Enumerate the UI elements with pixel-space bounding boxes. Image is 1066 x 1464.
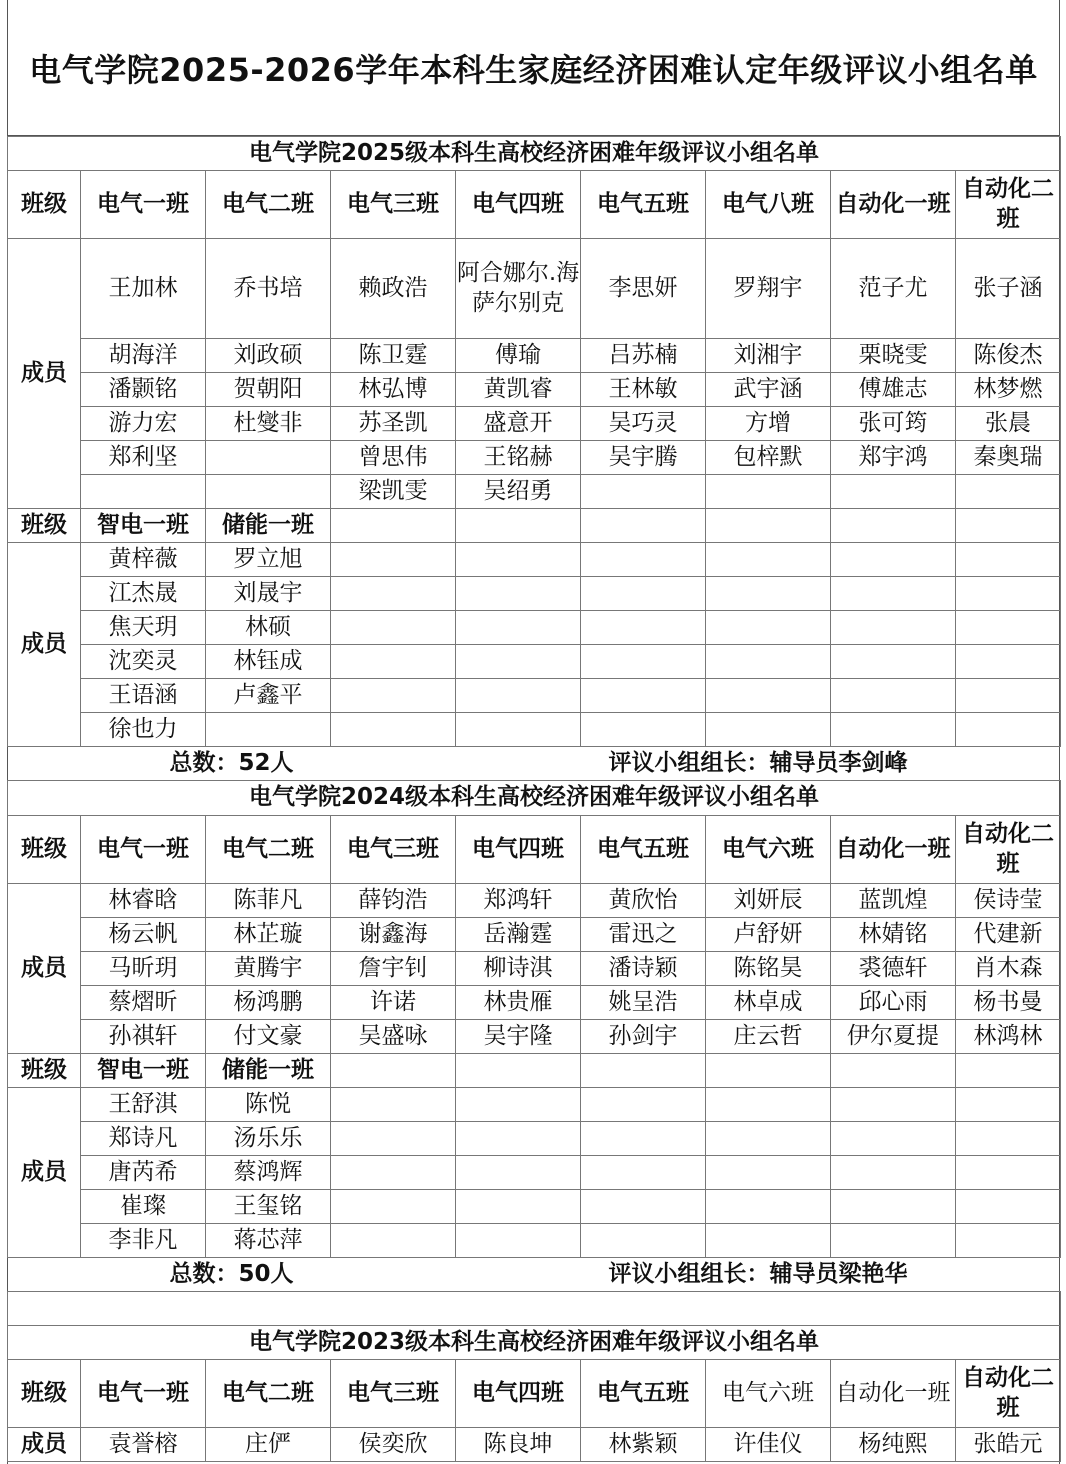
empty-cell <box>581 1122 706 1156</box>
member-cell: 伊尔夏提 <box>831 1020 956 1054</box>
empty-cell <box>581 1190 706 1224</box>
empty-cell <box>831 577 956 611</box>
member-cell: 刘湘宇 <box>706 339 831 373</box>
roster-table <box>7 136 1061 1462</box>
member-cell: 刘妍辰 <box>706 884 831 918</box>
member-cell: 黄腾宇 <box>206 952 331 986</box>
member-cell: 许诺 <box>331 986 456 1020</box>
empty-cell <box>831 679 956 713</box>
class-header: 储能一班 <box>206 1054 331 1088</box>
member-cell: 傅瑜 <box>456 339 581 373</box>
empty-cell <box>956 509 1061 543</box>
empty-cell <box>956 1224 1061 1258</box>
class-header: 电气二班 <box>206 1360 331 1428</box>
member-cell: 武宇涵 <box>706 373 831 407</box>
member-cell: 王加林 <box>81 239 206 339</box>
empty-cell <box>706 543 831 577</box>
blank-spacer-row <box>8 1292 1061 1326</box>
empty-cell <box>456 509 581 543</box>
class-header: 自动化二班 <box>956 816 1061 884</box>
section-title-2023: 电气学院2023级本科生高校经济困难年级评议小组名单 <box>8 1326 1061 1360</box>
empty-cell <box>706 713 831 747</box>
member-cell: 马昕玥 <box>81 952 206 986</box>
member-cell: 许佳仪 <box>706 1428 831 1462</box>
member-cell: 陈良坤 <box>456 1428 581 1462</box>
empty-cell <box>706 1122 831 1156</box>
empty-cell <box>456 1122 581 1156</box>
member-cell: 郑宇鸿 <box>831 441 956 475</box>
member-cell <box>206 713 331 747</box>
empty-cell <box>581 543 706 577</box>
empty-cell <box>331 645 456 679</box>
member-cell: 王玺铭 <box>206 1190 331 1224</box>
member-cell: 方增 <box>706 407 831 441</box>
member-cell: 吴宇隆 <box>456 1020 581 1054</box>
empty-cell <box>456 1054 581 1088</box>
empty-cell <box>456 1224 581 1258</box>
empty-cell <box>456 1156 581 1190</box>
page-title: 电气学院2025-2026学年本科生家庭经济困难认定年级评议小组名单 <box>7 0 1060 136</box>
member-cell: 李思妍 <box>581 239 706 339</box>
member-cell: 肖木森 <box>956 952 1061 986</box>
member-cell: 吴盛咏 <box>331 1020 456 1054</box>
empty-cell <box>956 1054 1061 1088</box>
class-header: 电气三班 <box>331 1360 456 1428</box>
member-cell: 张晨 <box>956 407 1061 441</box>
member-cell: 汤乐乐 <box>206 1122 331 1156</box>
empty-cell <box>706 577 831 611</box>
member-cell: 蔡鸿辉 <box>206 1156 331 1190</box>
total-count: 总数：50人 <box>8 1258 456 1292</box>
member-cell: 林睿晗 <box>81 884 206 918</box>
empty-cell <box>831 1224 956 1258</box>
member-cell: 贺朝阳 <box>206 373 331 407</box>
member-cell: 苏圣凯 <box>331 407 456 441</box>
empty-cell <box>331 1122 456 1156</box>
member-cell: 杨云帆 <box>81 918 206 952</box>
member-cell: 乔书培 <box>206 239 331 339</box>
empty-cell <box>331 509 456 543</box>
member-cell: 陈菲凡 <box>206 884 331 918</box>
member-cell: 陈卫霆 <box>331 339 456 373</box>
empty-cell <box>456 611 581 645</box>
empty-cell <box>956 1122 1061 1156</box>
empty-cell <box>331 679 456 713</box>
empty-cell <box>331 1190 456 1224</box>
member-cell: 蓝凯煌 <box>831 884 956 918</box>
empty-cell <box>581 1224 706 1258</box>
class-header: 储能一班 <box>206 509 331 543</box>
member-cell: 代建新 <box>956 918 1061 952</box>
empty-cell <box>706 1054 831 1088</box>
member-label: 成员 <box>8 1088 81 1258</box>
empty-cell <box>956 713 1061 747</box>
member-cell: 孙剑宇 <box>581 1020 706 1054</box>
empty-cell <box>331 1156 456 1190</box>
member-cell: 王舒淇 <box>81 1088 206 1122</box>
member-cell <box>706 475 831 509</box>
member-cell: 林芷璇 <box>206 918 331 952</box>
member-cell: 郑鸿轩 <box>456 884 581 918</box>
empty-cell <box>331 713 456 747</box>
member-cell: 游力宏 <box>81 407 206 441</box>
class-header: 自动化二班 <box>956 1360 1061 1428</box>
member-label: 成员 <box>8 239 81 509</box>
member-cell: 阿合娜尔.海萨尔别克 <box>456 239 581 339</box>
member-cell: 王铭赫 <box>456 441 581 475</box>
section-title-2025: 电气学院2025级本科生高校经济困难年级评议小组名单 <box>8 137 1061 171</box>
member-cell <box>206 475 331 509</box>
member-cell: 袁誉榕 <box>81 1428 206 1462</box>
member-cell: 吴巧灵 <box>581 407 706 441</box>
member-cell: 邱心雨 <box>831 986 956 1020</box>
member-cell: 黄欣怡 <box>581 884 706 918</box>
class-header: 电气六班 <box>706 1360 831 1428</box>
member-cell: 罗立旭 <box>206 543 331 577</box>
empty-cell <box>831 543 956 577</box>
empty-cell <box>456 713 581 747</box>
member-cell: 黄凯睿 <box>456 373 581 407</box>
member-cell: 吕苏楠 <box>581 339 706 373</box>
member-cell: 傅雄志 <box>831 373 956 407</box>
class-header: 电气四班 <box>456 171 581 239</box>
member-cell: 林卓成 <box>706 986 831 1020</box>
member-cell <box>831 475 956 509</box>
member-cell: 张可筠 <box>831 407 956 441</box>
member-cell: 张皓元 <box>956 1428 1061 1462</box>
member-cell: 付文豪 <box>206 1020 331 1054</box>
group-leader: 评议小组组长：辅导员梁艳华 <box>456 1258 1061 1292</box>
empty-cell <box>581 1088 706 1122</box>
class-header: 电气五班 <box>581 171 706 239</box>
empty-cell <box>456 645 581 679</box>
member-cell: 沈奕灵 <box>81 645 206 679</box>
member-cell: 唐芮希 <box>81 1156 206 1190</box>
empty-cell <box>831 645 956 679</box>
empty-cell <box>331 611 456 645</box>
member-label: 成员 <box>8 543 81 747</box>
class-header: 电气三班 <box>331 171 456 239</box>
member-cell: 孙祺轩 <box>81 1020 206 1054</box>
member-cell: 林鸿林 <box>956 1020 1061 1054</box>
member-cell: 赖政浩 <box>331 239 456 339</box>
empty-cell <box>581 577 706 611</box>
empty-cell <box>956 543 1061 577</box>
empty-cell <box>956 679 1061 713</box>
empty-cell <box>331 577 456 611</box>
empty-cell <box>831 713 956 747</box>
member-cell <box>206 441 331 475</box>
member-cell: 詹宇钊 <box>331 952 456 986</box>
class-header: 电气四班 <box>456 816 581 884</box>
empty-cell <box>581 1054 706 1088</box>
class-header: 电气一班 <box>81 171 206 239</box>
total-count: 总数：52人 <box>8 747 456 781</box>
empty-cell <box>831 1088 956 1122</box>
member-cell: 裘德轩 <box>831 952 956 986</box>
member-cell: 卢鑫平 <box>206 679 331 713</box>
class-header: 电气一班 <box>81 1360 206 1428</box>
member-cell: 刘晟宇 <box>206 577 331 611</box>
empty-cell <box>581 509 706 543</box>
empty-cell <box>581 645 706 679</box>
member-cell: 吴绍勇 <box>456 475 581 509</box>
member-cell: 杜燮非 <box>206 407 331 441</box>
member-cell: 侯奕欣 <box>331 1428 456 1462</box>
class-label: 班级 <box>8 1054 81 1088</box>
member-cell <box>581 475 706 509</box>
member-cell: 吴宇腾 <box>581 441 706 475</box>
empty-cell <box>706 509 831 543</box>
member-cell: 庄云哲 <box>706 1020 831 1054</box>
member-cell: 侯诗莹 <box>956 884 1061 918</box>
empty-cell <box>831 509 956 543</box>
member-cell: 王语涵 <box>81 679 206 713</box>
empty-cell <box>456 679 581 713</box>
member-cell: 秦奥瑞 <box>956 441 1061 475</box>
empty-cell <box>331 1054 456 1088</box>
group-leader: 评议小组组长：辅导员李剑峰 <box>456 747 1061 781</box>
member-cell: 林紫颖 <box>581 1428 706 1462</box>
member-cell: 梁凯雯 <box>331 475 456 509</box>
member-cell: 范子尤 <box>831 239 956 339</box>
empty-cell <box>956 1156 1061 1190</box>
empty-cell <box>331 1224 456 1258</box>
member-cell: 林梦燃 <box>956 373 1061 407</box>
class-header: 智电一班 <box>81 1054 206 1088</box>
empty-cell <box>706 679 831 713</box>
empty-cell <box>956 611 1061 645</box>
member-cell: 谢鑫海 <box>331 918 456 952</box>
empty-cell <box>581 1156 706 1190</box>
member-cell: 薛钧浩 <box>331 884 456 918</box>
class-header: 电气一班 <box>81 816 206 884</box>
member-cell: 包梓默 <box>706 441 831 475</box>
member-cell: 王林敏 <box>581 373 706 407</box>
empty-cell <box>581 679 706 713</box>
empty-cell <box>831 1122 956 1156</box>
empty-cell <box>956 1088 1061 1122</box>
member-label: 成员 <box>8 884 81 1054</box>
class-label: 班级 <box>8 1360 81 1428</box>
class-header: 电气六班 <box>706 816 831 884</box>
empty-cell <box>331 543 456 577</box>
member-cell: 蒋芯萍 <box>206 1224 331 1258</box>
member-cell: 蔡熠昕 <box>81 986 206 1020</box>
member-cell: 林婧铭 <box>831 918 956 952</box>
member-cell: 栗晓雯 <box>831 339 956 373</box>
empty-cell <box>331 1088 456 1122</box>
member-cell: 杨纯熙 <box>831 1428 956 1462</box>
class-header: 电气四班 <box>456 1360 581 1428</box>
empty-cell <box>456 1190 581 1224</box>
empty-cell <box>956 1190 1061 1224</box>
member-cell: 郑利坚 <box>81 441 206 475</box>
member-cell: 徐也力 <box>81 713 206 747</box>
member-cell: 陈悦 <box>206 1088 331 1122</box>
empty-cell <box>581 713 706 747</box>
class-label: 班级 <box>8 816 81 884</box>
class-header: 自动化一班 <box>831 171 956 239</box>
member-cell: 曾思伟 <box>331 441 456 475</box>
member-cell: 张子涵 <box>956 239 1061 339</box>
member-cell: 李非凡 <box>81 1224 206 1258</box>
empty-cell <box>706 611 831 645</box>
empty-cell <box>706 1156 831 1190</box>
empty-cell <box>956 577 1061 611</box>
member-cell: 岳瀚霆 <box>456 918 581 952</box>
class-header: 电气三班 <box>331 816 456 884</box>
member-cell: 江杰晟 <box>81 577 206 611</box>
empty-cell <box>706 1224 831 1258</box>
empty-cell <box>831 1156 956 1190</box>
member-cell: 杨书曼 <box>956 986 1061 1020</box>
member-cell: 雷迅之 <box>581 918 706 952</box>
class-header: 电气二班 <box>206 816 331 884</box>
member-cell: 庄俨 <box>206 1428 331 1462</box>
empty-cell <box>831 1190 956 1224</box>
class-header: 自动化一班 <box>831 1360 956 1428</box>
class-label: 班级 <box>8 509 81 543</box>
empty-cell <box>456 543 581 577</box>
member-cell: 盛意开 <box>456 407 581 441</box>
member-cell: 罗翔宇 <box>706 239 831 339</box>
empty-cell <box>956 645 1061 679</box>
member-cell: 郑诗凡 <box>81 1122 206 1156</box>
member-cell: 林贵雁 <box>456 986 581 1020</box>
class-header: 智电一班 <box>81 509 206 543</box>
empty-cell <box>831 611 956 645</box>
section-title-2024: 电气学院2024级本科生高校经济困难年级评议小组名单 <box>8 781 1061 816</box>
empty-cell <box>831 1054 956 1088</box>
class-header: 自动化二班 <box>956 171 1061 239</box>
empty-cell <box>706 1190 831 1224</box>
member-cell: 柳诗淇 <box>456 952 581 986</box>
member-cell: 姚呈浩 <box>581 986 706 1020</box>
member-cell: 陈铭昊 <box>706 952 831 986</box>
member-cell: 黄梓薇 <box>81 543 206 577</box>
class-header: 电气八班 <box>706 171 831 239</box>
member-cell: 胡海洋 <box>81 339 206 373</box>
member-cell <box>81 475 206 509</box>
member-cell: 陈俊杰 <box>956 339 1061 373</box>
member-cell <box>956 475 1061 509</box>
class-header: 电气五班 <box>581 816 706 884</box>
member-cell: 林硕 <box>206 611 331 645</box>
class-header: 电气二班 <box>206 171 331 239</box>
class-header: 电气五班 <box>581 1360 706 1428</box>
empty-cell <box>581 611 706 645</box>
member-cell: 焦天玥 <box>81 611 206 645</box>
member-cell: 潘诗颖 <box>581 952 706 986</box>
class-header: 自动化一班 <box>831 816 956 884</box>
member-cell: 卢舒妍 <box>706 918 831 952</box>
member-cell: 潘颢铭 <box>81 373 206 407</box>
empty-cell <box>706 645 831 679</box>
member-cell: 杨鸿鹏 <box>206 986 331 1020</box>
member-label: 成员 <box>8 1428 81 1462</box>
empty-cell <box>456 1088 581 1122</box>
class-label: 班级 <box>8 171 81 239</box>
empty-cell <box>706 1088 831 1122</box>
member-cell: 林弘博 <box>331 373 456 407</box>
member-cell: 崔璨 <box>81 1190 206 1224</box>
member-cell: 林钰成 <box>206 645 331 679</box>
empty-cell <box>456 577 581 611</box>
member-cell: 刘政硕 <box>206 339 331 373</box>
